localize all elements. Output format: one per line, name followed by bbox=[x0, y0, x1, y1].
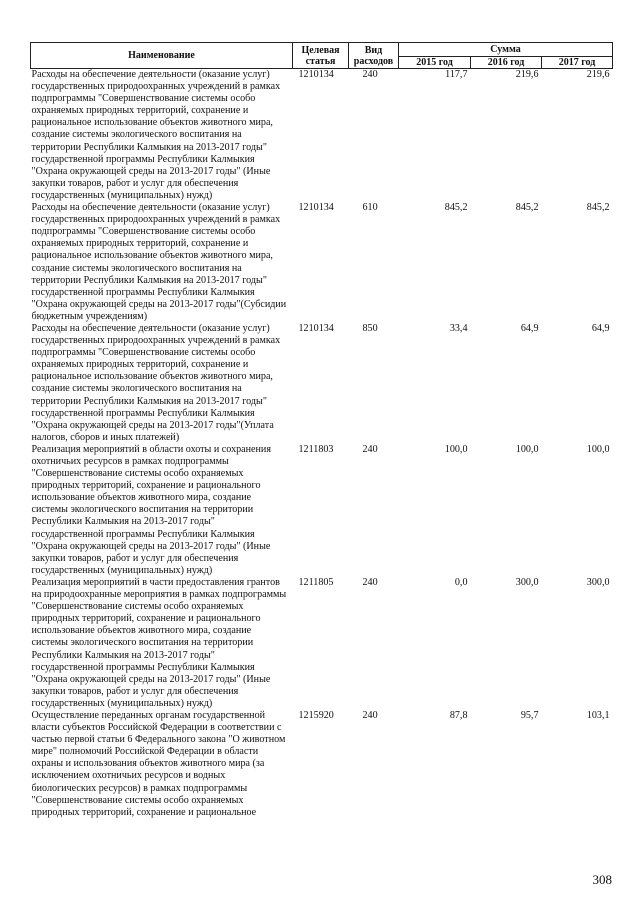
row-expense-type: 850 bbox=[362, 322, 378, 334]
header-target-article: Целевая статья bbox=[293, 43, 349, 69]
row-sum-2016: 219,6 bbox=[515, 69, 539, 80]
row-sum-2015: 100,0 bbox=[444, 443, 468, 455]
row-sum-2015: 0,0 bbox=[454, 576, 468, 588]
header-year-2016: 2016 год bbox=[471, 57, 542, 69]
row-sum-2016: 100,0 bbox=[515, 443, 539, 455]
row-target-article: 1210134 bbox=[298, 322, 334, 334]
row-sum-2016: 95,7 bbox=[520, 709, 539, 721]
row-sum-2017: 64,9 bbox=[591, 322, 610, 334]
row-target-article: 1215920 bbox=[298, 709, 334, 721]
row-target-article: 1210134 bbox=[298, 69, 334, 80]
header-expense-type: Вид расходов bbox=[349, 43, 399, 69]
row-target-article: 1210134 bbox=[298, 202, 334, 214]
row-target-article: 1211803 bbox=[298, 443, 334, 455]
row-sum-2016: 64,9 bbox=[520, 322, 539, 334]
header-name: Наименование bbox=[31, 43, 293, 69]
row-name: Реализация мероприятий в области охоты и сохранения охотничьих ресурсов в рамках подпрограммы "Совершенствование системы особо охраняемых природных территорий, сохранение и рационального использование объектов животного мира, создание системы экологического воспитания на территории Республики Калмыкия на 2013-2017 годы" государственной программы Республики Калмыкия "Охрана окружающей среды на 2013-2017 годы" (Иные закупки товаров, работ и услуг для обеспечения государственных (муниципальных) нужд) bbox=[31, 443, 271, 576]
table-body bbox=[31, 69, 613, 819]
row-expense-type: 240 bbox=[362, 443, 378, 455]
header-sum: Сумма bbox=[399, 43, 613, 57]
header-year-2017: 2017 год bbox=[542, 57, 613, 69]
table-header bbox=[31, 43, 613, 69]
table-row bbox=[31, 577, 613, 710]
table-row bbox=[31, 710, 613, 819]
row-expense-type: 240 bbox=[362, 709, 378, 721]
row-sum-2015: 33,4 bbox=[449, 322, 468, 334]
row-sum-2017: 103,1 bbox=[586, 709, 610, 721]
table-row bbox=[31, 444, 613, 577]
row-name: Расходы на обеспечение деятельности (оказание услуг) государственных природоохранных учреждений в рамках подпрограммы "Совершенствование системы особо охраняемых природных территорий, сохранение и рациональное использование объектов животного мира, создание системы экологического воспитания на территории Республики Калмыкия на 2013-2017 годы" государственной программы Республики Калмыкия "Охрана окружающей среды на 2013-2017 годы" (Иные закупки товаров, работ и услуг для обеспечения государственных (муниципальных) нужд) bbox=[31, 69, 281, 201]
row-sum-2017: 300,0 bbox=[586, 576, 610, 588]
row-name: Расходы на обеспечение деятельности (оказание услуг) государственных природоохранных учреждений в рамках подпрограммы "Совершенствование системы особо охраняемых природных территорий, сохранение и рациональное использование объектов животного мира, создание системы экологического воспитания на территории Республики Калмыкия на 2013-2017 годы" государственной программы Республики Калмыкия "Охрана окружающей среды на 2013-2017 годы"(Субсидии бюджетным учреждениям) bbox=[31, 202, 287, 322]
page-number: 308 bbox=[592, 872, 612, 887]
header-year-2015: 2015 год bbox=[399, 57, 471, 69]
row-expense-type: 240 bbox=[362, 576, 378, 588]
row-target-article: 1211805 bbox=[298, 576, 334, 588]
row-sum-2015: 117,7 bbox=[445, 69, 468, 80]
table-row bbox=[31, 323, 613, 444]
row-sum-2017: 219,6 bbox=[586, 69, 610, 80]
row-name: Реализация мероприятий в части предоставления грантов на природоохранные мероприятия в рамках подпрограммы "Совершенствование системы особо охраняемых природных территорий, сохранение и рационального использование объектов животного мира, создание системы экологического воспитания на территории Республики Калмыкия на 2013-2017 годы" государственной программы Республики Калмыкия "Охрана окружающей среды на 2013-2017 годы" (Иные закупки товаров, работ и услуг для обеспечения государственных (муниципальных) нужд) bbox=[31, 576, 287, 709]
row-expense-type: 610 bbox=[362, 202, 378, 214]
row-sum-2017: 100,0 bbox=[586, 443, 610, 455]
row-sum-2016: 845,2 bbox=[515, 202, 539, 214]
row-sum-2015: 845,2 bbox=[444, 202, 468, 214]
row-expense-type: 240 bbox=[362, 69, 378, 80]
budget-table bbox=[30, 42, 613, 819]
row-sum-2017: 845,2 bbox=[586, 202, 610, 214]
row-name: Осуществление переданных органам государственной власти субъектов Российской Федерации в соответствии с частью первой статьи 6 Федерального закона "О животном мире" полномочий Российской Федерации в области охраны и использования объектов животного мира (за исключением охотничьих ресурсов и водных биологических ресурсов) в рамках подпрограммы "Совершенствование системы особо охраняемых природных территорий, сохранение и рациональное bbox=[31, 709, 286, 818]
row-sum-2016: 300,0 bbox=[515, 576, 539, 588]
row-name: Расходы на обеспечение деятельности (оказание услуг) государственных природоохранных учреждений в рамках подпрограммы "Совершенствование системы особо охраняемых природных территорий, сохранение и рациональное использование объектов животного мира, создание системы экологического воспитания на территории Республики Калмыкия на 2013-2017 годы" государственной программы Республики Калмыкия "Охрана окружающей среды на 2013-2017 годы"(Уплата налогов, сборов и иных платежей) bbox=[31, 322, 281, 443]
table-row bbox=[31, 202, 613, 323]
row-sum-2015: 87,8 bbox=[449, 709, 468, 721]
table-row bbox=[31, 69, 613, 203]
